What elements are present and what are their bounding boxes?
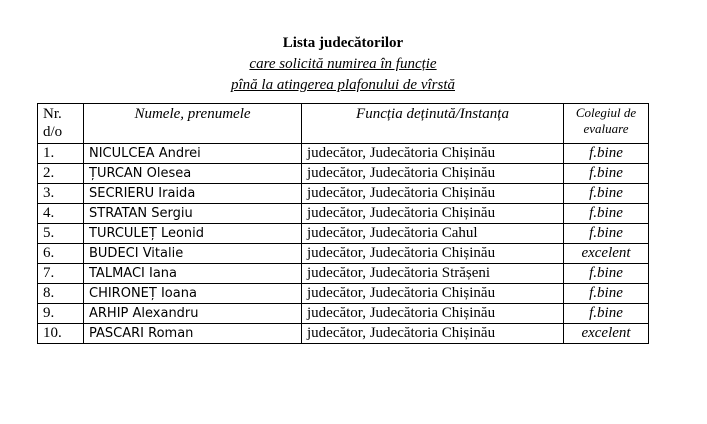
judge-name: BUDECI Vitalie: [84, 244, 302, 264]
judge-evaluation: f.bine: [564, 264, 649, 284]
judge-function: judecător, Judecătoria Chișinău: [302, 284, 564, 304]
row-number: 2.: [38, 164, 84, 184]
row-number: 8.: [38, 284, 84, 304]
header-evaluation: Colegiul de evaluare: [564, 104, 649, 144]
judge-evaluation: f.bine: [564, 304, 649, 324]
judge-name: STRATAN Sergiu: [84, 204, 302, 224]
table-row: [38, 284, 649, 304]
subtitle-line-2: pînă la atingerea plafonului de vîrstă: [230, 77, 455, 93]
document-title: Lista judecătorilor: [282, 35, 404, 51]
judge-name: CHIRONEȚ Ioana: [84, 284, 302, 304]
judge-name: ARHIP Alexandru: [84, 304, 302, 324]
judge-name: PASCARI Roman: [84, 324, 302, 344]
judge-function: judecător, Judecătoria Chișinău: [302, 184, 564, 204]
judge-evaluation: f.bine: [564, 224, 649, 244]
judge-function: judecător, Judecătoria Strășeni: [302, 264, 564, 284]
header-name: Numele, prenumele: [84, 104, 302, 144]
row-number: 6.: [38, 244, 84, 264]
judge-evaluation: f.bine: [564, 284, 649, 304]
judge-evaluation: excelent: [564, 244, 649, 264]
row-number: 3.: [38, 184, 84, 204]
header-nr: Nr. d/o: [38, 104, 84, 144]
table-row: [38, 324, 649, 344]
row-number: 10.: [38, 324, 84, 344]
table-row: [38, 204, 649, 224]
table-row: [38, 224, 649, 244]
judge-evaluation: f.bine: [564, 184, 649, 204]
judge-function: judecător, Judecătoria Chișinău: [302, 144, 564, 164]
subtitle-line-1: care solicită numirea în funcție: [249, 56, 437, 72]
judges-table: [37, 103, 649, 344]
judge-name: SECRIERU Iraida: [84, 184, 302, 204]
judge-function: judecător, Judecătoria Chișinău: [302, 164, 564, 184]
judge-name: TURCULEȚ Leonid: [84, 224, 302, 244]
judge-function: judecător, Judecătoria Chișinău: [302, 324, 564, 344]
judge-evaluation: f.bine: [564, 144, 649, 164]
judge-function: judecător, Judecătoria Chișinău: [302, 204, 564, 224]
table-row: [38, 304, 649, 324]
row-number: 5.: [38, 224, 84, 244]
judge-evaluation: f.bine: [564, 164, 649, 184]
table-row: [38, 184, 649, 204]
row-number: 1.: [38, 144, 84, 164]
row-number: 9.: [38, 304, 84, 324]
table-row: [38, 144, 649, 164]
judge-function: judecător, Judecătoria Cahul: [302, 224, 564, 244]
judge-evaluation: f.bine: [564, 204, 649, 224]
table-row: [38, 164, 649, 184]
judge-function: judecător, Judecătoria Chișinău: [302, 304, 564, 324]
table-row: [38, 244, 649, 264]
judge-evaluation: excelent: [564, 324, 649, 344]
header-function: Funcția deținută/Instanța: [302, 104, 564, 144]
row-number: 7.: [38, 264, 84, 284]
judge-function: judecător, Judecătoria Chișinău: [302, 244, 564, 264]
row-number: 4.: [38, 204, 84, 224]
judge-name: NICULCEA Andrei: [84, 144, 302, 164]
judge-name: ȚURCAN Olesea: [84, 164, 302, 184]
table-header-row: [38, 104, 649, 144]
judge-name: TALMACI Iana: [84, 264, 302, 284]
table-row: [38, 264, 649, 284]
